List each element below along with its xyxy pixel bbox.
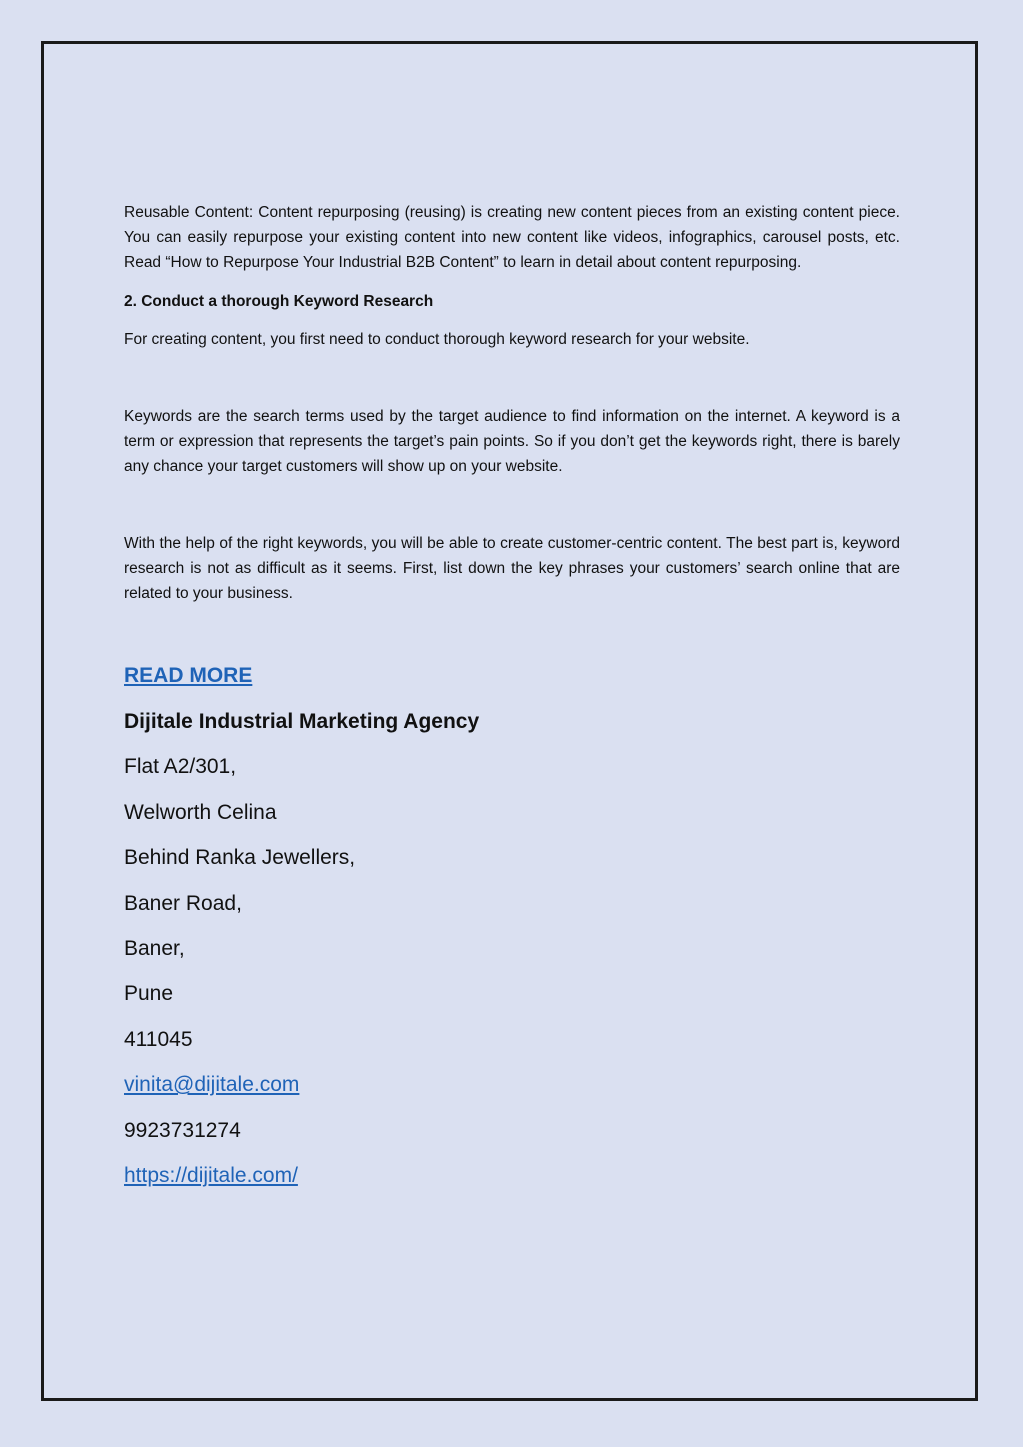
address-line: Flat A2/301, <box>124 755 237 779</box>
address-line: Baner Road, <box>124 891 242 915</box>
email-link[interactable]: vinita@dijitale.com <box>124 1073 300 1097</box>
phone-number: 9923731274 <box>124 1118 241 1142</box>
document-body <box>124 200 900 1206</box>
company-name: Dijitale Industrial Marketing Agency <box>124 710 480 733</box>
read-more-link[interactable]: READ MORE <box>124 664 253 687</box>
keywords-paragraph: Keywords are the search terms used by the target audience to find information on the internet. A keyword is a term or expression that represents the target’s pain points. So if you don’t get the keywords right, there is barely any chance your target customers will show up on your website. <box>124 408 900 475</box>
address-line: Pune <box>124 982 174 1006</box>
intro-paragraph: For creating content, you first need to conduct thorough keyword research for your website. <box>124 331 750 348</box>
address-line: Welworth Celina <box>124 800 277 824</box>
address-line: Baner, <box>124 936 185 960</box>
address-line: Behind Ranka Jewellers, <box>124 846 356 870</box>
help-paragraph: With the help of the right keywords, you will be able to create customer-centric content. The best part is, keyword research is not as difficult as it seems. First, list down the key phrases your customers’ search online that are related to your business. <box>124 535 900 602</box>
reusable-content-paragraph: Reusable Content: Content repurposing (reusing) is creating new content pieces from an existing content piece. You can easily repurpose your existing content into new content like videos, infographics, carousel posts, etc. Read “How to Repurpose Your Industrial B2B Content” to learn in detail about content repurposing. <box>124 204 900 271</box>
keyword-research-heading: 2. Conduct a thorough Keyword Research <box>124 293 434 310</box>
postal-code: 411045 <box>124 1027 193 1051</box>
website-link[interactable]: https://dijitale.com/ <box>124 1163 298 1187</box>
contact-block <box>124 707 900 1191</box>
